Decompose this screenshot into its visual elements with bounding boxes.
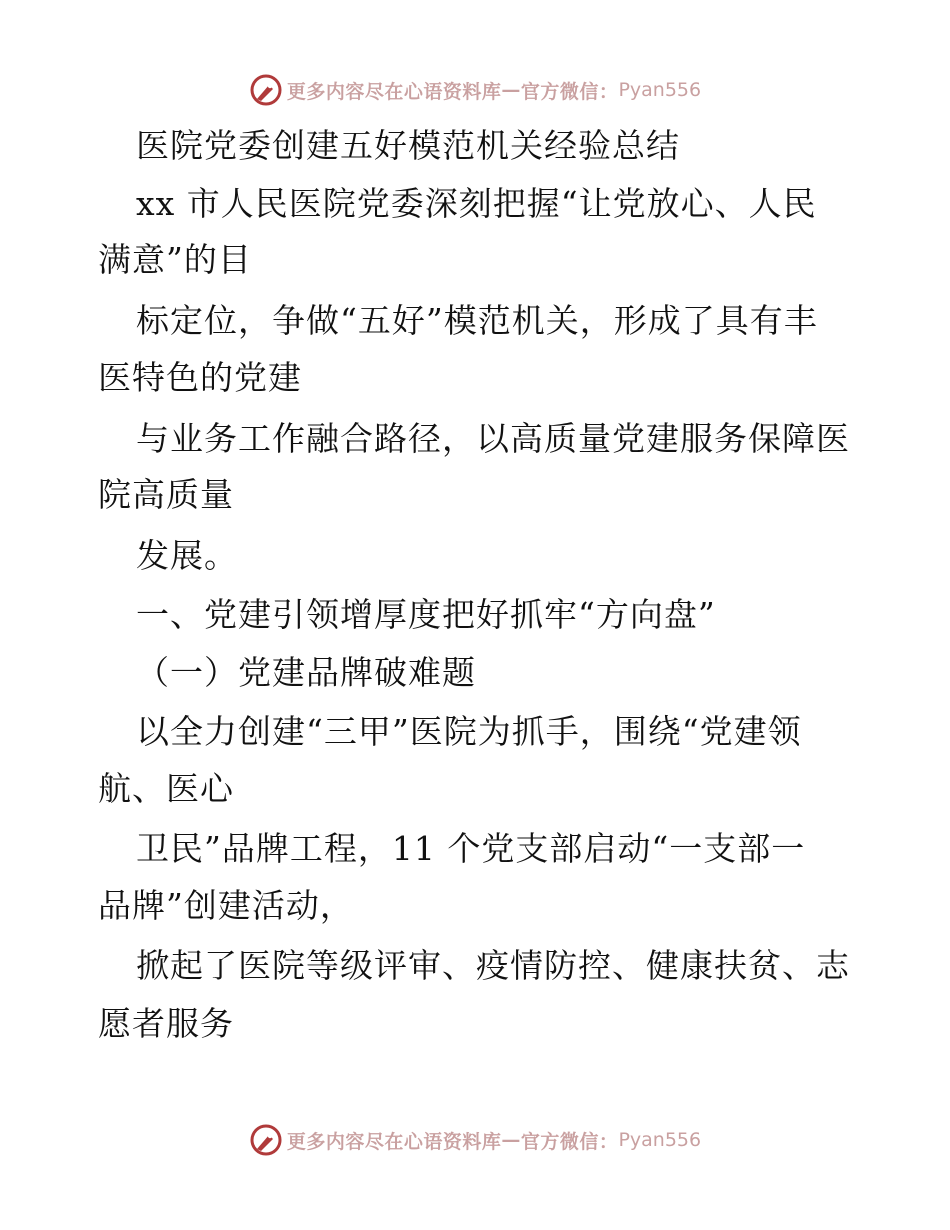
paragraph-line: 与业务工作融合路径，以高质量党建服务保障医: [136, 419, 850, 458]
footer-watermark: [0, 1120, 950, 1160]
paragraph-line: 以全力创建“三甲”医院为抓手，围绕“党建领: [136, 712, 802, 751]
pen-nib-circle-icon: [249, 73, 283, 107]
paragraph-line: 医特色的党建: [98, 358, 302, 397]
header-watermark: [0, 70, 950, 110]
paragraph-line: 卫民”品牌工程，11 个党支部启动“一支部一: [136, 829, 806, 868]
watermark-separator: —: [501, 1129, 521, 1151]
pen-nib-circle-icon: [249, 1123, 283, 1157]
subsection-heading: （一）党建品牌破难题: [136, 653, 476, 692]
watermark-wechat-label: 官方微信：: [520, 80, 619, 103]
watermark-site-text: 更多内容尽在心语资料库: [286, 1130, 502, 1153]
paragraph-line: xx 市人民医院党委深刻把握“让党放心、人民: [136, 184, 817, 223]
watermark-wechat-label: 官方微信：: [520, 1130, 619, 1153]
section-heading: 一、党建引领增厚度把好抓牢“方向盘”: [136, 595, 716, 634]
watermark-wechat-id: Pyan556: [618, 79, 702, 101]
paragraph-line: 院高质量: [98, 475, 234, 514]
paragraph-line: 愿者服务: [98, 1004, 234, 1043]
paragraph-line: 发展。: [136, 536, 238, 575]
watermark-separator: —: [501, 79, 521, 101]
paragraph-line: 航、医心: [98, 769, 234, 808]
paragraph-line: 掀起了医院等级评审、疫情防控、健康扶贫、志: [136, 946, 850, 985]
paragraph-line: 品牌”创建活动，: [98, 886, 354, 925]
watermark-wechat-id: Pyan556: [618, 1129, 702, 1151]
paragraph-line: 标定位，争做“五好”模范机关，形成了具有丰: [136, 301, 818, 340]
document-title: 医院党委创建五好模范机关经验总结: [136, 126, 680, 165]
paragraph-line: 满意”的目: [98, 240, 252, 279]
watermark-site-text: 更多内容尽在心语资料库: [286, 80, 502, 103]
